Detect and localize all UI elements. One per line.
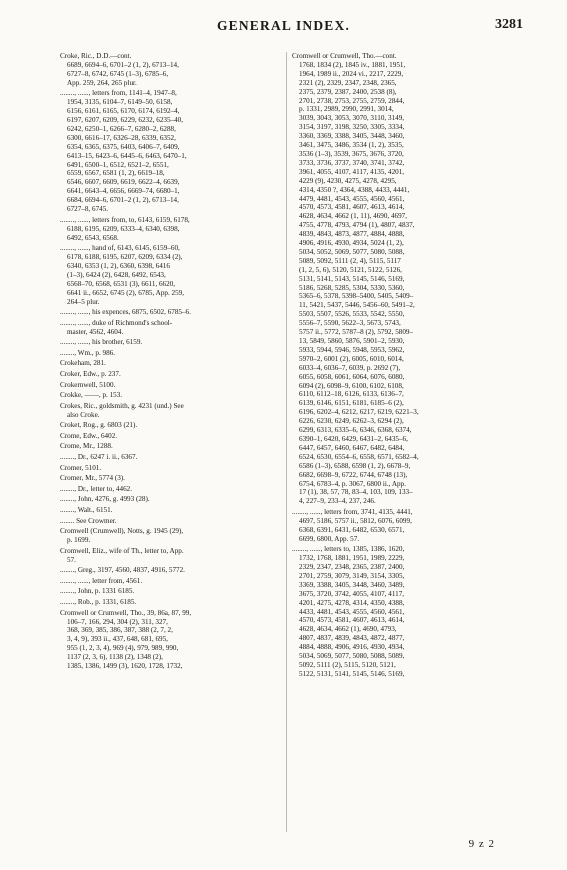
index-entry [60,474,282,483]
index-entry [60,359,282,368]
entry-continuation-line: 4697, 5186, 5757 ii., 5812, 6076, 6099, [299,516,412,525]
signature-mark: 9 z 2 [468,838,495,850]
entry-continuation-line: 6300, 6616–17, 6326–28, 6339, 6352, [67,133,176,142]
entry-continuation-line: 6586 (1–3), 6588, 6598 (1, 2), 6678–9, [299,461,411,470]
entry-continuation-line: 6178, 6188, 6195, 6207, 6209, 6334 (2), [67,253,183,261]
entry-continuation-line: p. 1699. [67,536,91,545]
entry-heading-line: Cromwell, Eliz., wife of Th., letter to, App. [60,546,184,555]
entry-continuation-line: 3039, 3043, 3053, 3070, 3110, 3149, [299,114,405,123]
entry-continuation-line: 6299, 6313, 6335–6, 6346, 6368, 6374, [299,426,412,435]
entry-continuation-line: 4755, 4778, 4793, 4794 (1), 4807, 4837, [299,221,415,230]
entry-continuation-line: 3360, 3369, 3388, 3405, 3448, 3460, [299,132,405,141]
index-entry [60,402,282,420]
entry-continuation-line: 5556–7, 5590, 5622–3, 5673, 5743, [299,319,401,328]
entry-continuation-line: 4314, 4350 ?, 4364, 4388, 4433, 4441, [299,185,410,194]
entry-continuation-line: 4906, 4916, 4930, 4934, 5024 (1, 2), [299,239,404,248]
entry-continuation-line: 6139, 6146, 6151, 6181, 6185–6 (2), [299,399,404,408]
entry-continuation-line: master, 4562, 4604. [67,327,124,336]
entry-continuation-line: 4229 (9), 4230, 4275, 4278, 4295, [299,176,397,185]
entry-heading-line: ........, ......, duke of Richmond's school- [60,318,173,327]
entry-continuation-line: 6094 (2), 6098–9, 6100, 6102, 6108, [299,381,404,390]
entry-continuation-line: 57. [67,555,76,564]
entry-continuation-line: 6491, 6500–1, 6512, 6521–2, 6551, [67,160,169,169]
entry-continuation-line: (1, 2, 5, 6), 5120, 5121, 5122, 5126, [299,265,402,274]
index-entry [292,545,514,679]
entry-continuation-line: 1954, 3135, 6104–7, 6149–50, 6158, [67,98,173,107]
entry-continuation-line: 2701, 2738, 2753, 2755, 2759, 2844, [299,96,405,105]
entry-continuation-line: 6568–70, 6568, 6531 (3), 6611, 6620, [67,279,176,288]
entry-continuation-line: 4628, 4634, 4662 (1), 4690, 4793, [299,625,397,634]
entry-continuation-line: 4479, 4481, 4543, 4555, 4560, 4561, [299,194,405,203]
index-entry [60,319,282,337]
entry-heading-line: ........, Dr., letter to, 4462. [60,484,132,493]
entry-continuation-line: 1964, 1989 ii., 2024 vi., 2217, 2229, [299,69,404,78]
index-entry [60,89,282,214]
entry-continuation-line: 6559, 6567, 6581 (1, 2), 6619–18, [67,169,165,178]
entry-continuation-line: 1385, 1386, 1499 (3), 1620, 1728, 1732, [67,662,183,671]
entry-continuation-line: 6390–1, 6420, 6429, 6431–2, 6435–6, [299,434,408,443]
entry-heading-line: ........ See Crowmer. [60,516,117,525]
entry-continuation-line: 6524, 6530, 6554–6, 6558, 6571, 6582–4, [299,452,419,461]
index-entry [60,587,282,596]
entry-heading-line: Crokke, ——, p. 153. [60,391,123,400]
entry-continuation-line: 6156, 6161, 6165, 6170, 6174, 6192–4, [67,107,180,116]
index-entry [60,308,282,317]
entry-heading-line: ........, Walt., 6151. [60,506,113,515]
entry-continuation-line: 3675, 3720, 3742, 4055, 4107, 4117, [299,589,405,598]
index-entry [60,506,282,515]
entry-continuation-line: 3369, 3388, 3405, 3448, 3460, 3489, [299,580,405,589]
entry-continuation-line: 4201, 4275, 4278, 4314, 4350, 4388, [299,598,405,607]
entry-heading-line: Cromer, Mr., 5774 (3). [60,474,125,483]
entry-continuation-line: 4839, 4843, 4873, 4877, 4884, 4888, [299,230,405,239]
index-entry [60,349,282,358]
entry-heading-line: ........, ......, his expences, 6875, 6502, 6785–6. [60,308,191,317]
entry-heading-line: Crome, Mr., 1288. [60,442,113,451]
entry-continuation-line: 3536 (1–3), 3539, 3675, 3676, 3720, [299,149,404,158]
index-entry [60,432,282,441]
entry-heading-line: Cromwell or Crumwell, Tho., 39, 86a, 87, 99, [60,608,192,617]
entry-continuation-line: 1137 (2, 3, 6), 1138 (2), 1348 (2), [67,653,163,662]
entry-continuation-line: 2701, 2759, 3079, 3149, 3154, 3305, [299,571,405,580]
entry-continuation-line: 5503, 5507, 5526, 5533, 5542, 5550, [299,310,405,319]
entry-continuation-line: p. 1331, 2989, 2990, 2991, 3014, [299,105,394,114]
index-entry [60,338,282,347]
entry-continuation-line: (1–3), 6424 (2), 6428, 6492, 6543, [67,270,166,279]
index-entry [60,495,282,504]
entry-heading-line: Cromwell (Crumwell), Notts, g. 1945 (29), [60,527,184,536]
entry-heading-line: ........, Greg., 3197, 4560, 4837, 4916, 5772. [60,566,185,575]
entry-heading-line: ........, John, p. 1331 6185. [60,587,135,596]
index-entry [60,421,282,430]
index-entry [60,370,282,379]
entry-continuation-line: 6727–8, 6745. [67,205,109,214]
index-entry [60,442,282,451]
entry-continuation-line: 6226, 6230, 6249, 6262–3, 6294 (2), [299,417,404,426]
entry-heading-line: ........, ......, his brother, 6159. [60,338,143,347]
entry-continuation-line: 106–7, 166, 294, 304 (2), 311, 327, [67,617,168,626]
entry-continuation-line: 955 (1, 2, 3, 4), 969 (4), 979, 989, 990, [67,644,179,653]
entry-continuation-line: 6546, 6607, 6609, 6619, 6622–4, 6639, [67,178,180,187]
entry-continuation-line: 5034, 5052, 5069, 5077, 5080, 5088, [299,247,405,256]
entry-continuation-line: 2375, 2379, 2387, 2400, 2538 (8), [299,87,397,96]
index-entry [60,391,282,400]
entry-continuation-line: 4807, 4837, 4839, 4843, 4872, 4877, [299,634,405,643]
entry-continuation-line: 6684, 6694–6, 6701–2 (1, 2), 6713–14, [67,196,179,205]
entry-continuation-line: 3461, 3475, 3486, 3534 (1, 2), 3535, [299,141,404,150]
entry-continuation-line: 6354, 6365, 6375, 6403, 6406–7, 6409, [67,142,180,151]
entry-heading-line: Crome, Edw., 6402. [60,431,118,440]
entry-continuation-line: also Croke. [67,410,100,419]
entry-continuation-line: 5089, 5092, 5111 (2, 4), 5115, 5117 [299,256,401,265]
entry-heading-line: ........, Dr., 6247 i. ii., 6367. [60,453,138,462]
entry-heading-line: ........, ......, letters from, to, 6143, 6159, 6178, [60,215,190,224]
entry-continuation-line: 11, 5421, 5437, 5446, 5456–60, 5491–2, [299,301,415,310]
index-entry [292,508,514,544]
index-entry [60,577,282,586]
entry-heading-line: ........, ......, letters to, 1385, 1386, 1620, [292,545,405,554]
index-entry [60,485,282,494]
entry-heading-line: ........, ......, letters from, 1141–4, 1947–8, [60,89,177,98]
index-entry [60,609,282,671]
entry-continuation-line: 5365–6, 5378, 5398–5400, 5405, 5409– [299,292,414,301]
entry-continuation-line: 4570, 4573, 4581, 4607, 4613, 4614, [299,203,405,212]
entry-continuation-line: 6754, 6783–4, p. 3067, 6800 ii., App. [299,479,406,488]
index-entry [292,52,514,506]
entry-heading-line: Croker, Edw., p. 237. [60,370,121,378]
entry-heading-line: Croke, Ric., D.D.—cont. [60,52,132,60]
entry-continuation-line: 3961, 4055, 4107, 4117, 4135, 4201, [299,167,405,176]
entry-continuation-line: 6340, 6353 (1, 2), 6360, 6398, 6416 [67,261,170,270]
entry-continuation-line: 13, 5849, 5860, 5876, 5901–2, 5930, [299,337,405,345]
index-entry [60,566,282,575]
entry-continuation-line: 4628, 4634, 4662 (1, 11), 4690, 4697, [299,212,408,221]
entry-continuation-line: 6689, 6694–6, 6701–2 (1, 2), 6713–14, [67,60,179,69]
index-entry [60,547,282,565]
entry-continuation-line: 6682, 6698–9, 6722, 6744, 6748 (13), [299,470,408,479]
entry-continuation-line: 5131, 5141, 5143, 5145, 5146, 5169, [299,274,405,283]
entry-continuation-line: 1768, 1834 (2), 1845 iv., 1881, 1951, [299,60,406,69]
entry-continuation-line: 4433, 4481, 4543, 4555, 4560, 4561, [299,607,405,616]
entry-continuation-line: 1732, 1768, 1881, 1951, 1989, 2229, [299,554,405,563]
entry-continuation-line: 6641 ii., 6652, 6745 (2), 6785, App. 259, [67,288,185,297]
index-entry [60,464,282,473]
entry-continuation-line: 17 (1), 38, 57, 78, 83–4, 103, 109, 133– [299,488,413,497]
column-divider [286,52,287,832]
index-entry [60,244,282,306]
entry-continuation-line: 4884, 4888, 4906, 4916, 4930, 4934, [299,643,405,652]
index-entry [60,52,282,88]
entry-continuation-line: 6368, 6391, 6431, 6482, 6530, 6571, [299,525,405,534]
entry-continuation-line: 4, 227–9, 233–4, 237, 246. [299,497,376,506]
entry-continuation-line: 6110, 6112–18, 6126, 6133, 6136–7, [299,390,404,399]
entry-continuation-line: 5122, 5131, 5141, 5145, 5146, 5169, [299,669,405,678]
index-entry [60,598,282,607]
entry-continuation-line: 4570, 4573, 4581, 4607, 4613, 4614, [299,616,405,625]
entry-continuation-line: 6641, 6643–4, 6656, 6669–74, 6680–1, [67,187,180,196]
entry-continuation-line: 5970–2, 6001 (2), 6005, 6010, 6014, [299,354,404,363]
entry-continuation-line: 2321 (2), 2329, 2347, 2348, 2365, [299,78,397,87]
entry-continuation-line: 368, 369, 385, 386, 387, 388 (2, 7, 2, [67,626,173,635]
entry-continuation-line: 6447, 6457, 6460, 6467, 6482, 6484, [299,443,405,452]
entry-continuation-line: 3733, 3736, 3737, 3740, 3741, 3742, [299,158,405,167]
running-title: GENERAL INDEX. [216,18,351,33]
index-entry [60,453,282,462]
entry-continuation-line: 5757 ii., 5772, 5787–8 (2), 5792, 5809– [299,328,414,337]
entry-continuation-line: 6055, 6058, 6061, 6064, 6076, 6080, [299,372,405,381]
entry-heading-line: Crokes, Ric., goldsmith, g. 4231 (und.) See [60,401,184,410]
entry-continuation-line: 5186, 5268, 5285, 5304, 5330, 5360, [299,283,405,292]
entry-continuation-line: 6242, 6250–1, 6266–7, 6280–2, 6288, [67,124,176,133]
entry-heading-line: ........, Wm., p. 986. [60,348,116,357]
index-entry [60,216,282,243]
entry-heading-line: Crokernwell, 5100. [60,380,116,389]
entry-continuation-line: App. 259, 264, 265 plur. [67,78,137,87]
entry-continuation-line: 6197, 6207, 6209, 6229, 6232, 6235–40, [67,116,184,125]
entry-heading-line: ........, ......, letters from, 3741, 4135, 4441, [292,507,413,516]
entry-continuation-line: 5933, 5944, 5946, 5948, 5953, 5962, [299,345,405,354]
entry-heading-line: ........, Rob., p. 1331, 6185. [60,598,137,606]
entry-continuation-line: 3, 4, 9), 393 ii., 437, 648, 681, 695, [67,635,168,644]
entry-heading-line: ........, ......, hand of, 6143, 6145, 6159–60, [60,244,180,253]
entry-heading-line: Croket, Rog., g. 6803 (21). [60,421,138,430]
entry-continuation-line: 6196, 6202–4, 6212, 6217, 6219, 6221–3, [299,408,419,417]
entry-heading-line: ........, John, 4276, g. 4993 (28). [60,495,150,504]
entry-continuation-line: 5034, 5069, 5077, 5080, 5088, 5089, [299,652,405,661]
entry-continuation-line: 6033–4, 6036–7, 6039, p. 2692 (7), [299,363,401,372]
index-entry [60,527,282,545]
index-entry [60,517,282,526]
entry-continuation-line: 6413–15, 6423–6, 6445–6, 6463, 6470–1, [67,151,187,160]
entry-continuation-line: 6492, 6543, 6568. [67,233,119,242]
entry-heading-line: ........, ......, letter from, 4561. [60,576,143,585]
entry-continuation-line: 6727–8, 6742, 6745 (1–3), 6785–6, [67,69,169,78]
index-entry [60,381,282,390]
entry-continuation-line: 2329, 2347, 2348, 2365, 2387, 2400, [299,563,405,572]
entry-heading-line: Cromwell or Crumwell, Tho.—cont. [292,52,397,60]
entry-continuation-line: 5092, 5111 (2), 5115, 5120, 5121, [299,661,396,669]
entry-continuation-line: 6699, 6800, App. 57. [299,534,360,543]
left-index-column [60,52,282,673]
entry-heading-line: Cromer, 5101. [60,463,102,472]
page-number: 3281 [495,17,523,32]
right-index-column [292,52,514,681]
entry-heading-line: Crokeham, 281. [60,359,106,368]
entry-continuation-line: 6188, 6195, 6209, 6333–4, 6340, 6398, [67,224,180,233]
entry-continuation-line: 264–5 plur. [67,297,100,306]
entry-continuation-line: 3154, 3197, 3198, 3250, 3305, 3334, [299,123,405,132]
